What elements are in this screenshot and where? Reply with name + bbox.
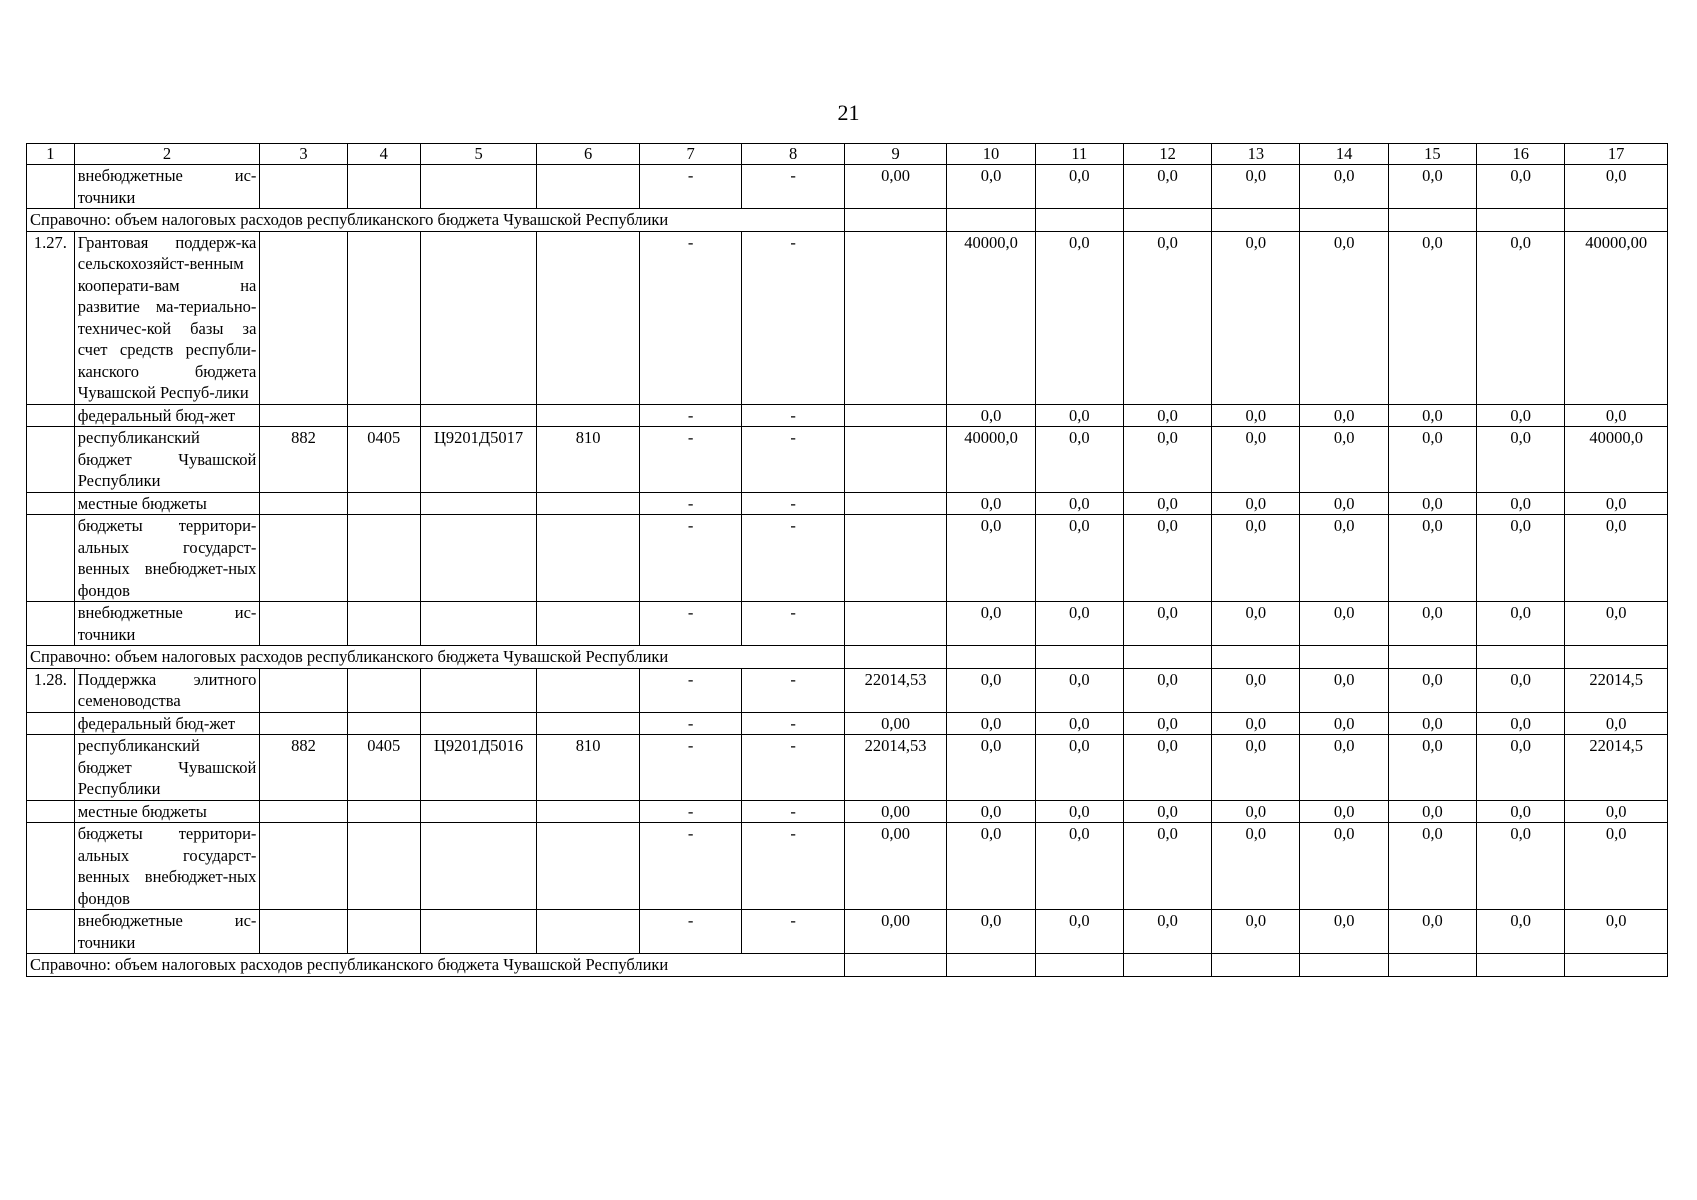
header-cell-6: 6 [537, 144, 639, 165]
col-13: 0,0 [1212, 712, 1300, 735]
col-11 [1035, 209, 1123, 232]
col-7: - [639, 800, 741, 823]
col-12 [1123, 954, 1211, 977]
header-cell-17: 17 [1565, 144, 1668, 165]
header-cell-11: 11 [1035, 144, 1123, 165]
col-16 [1477, 646, 1565, 669]
table-row [27, 823, 1668, 910]
col-15: 0,0 [1388, 492, 1476, 515]
col-6 [537, 712, 639, 735]
col-14: 0,0 [1300, 404, 1388, 427]
row-name: местные бюджеты [74, 800, 260, 823]
col-17 [1565, 646, 1668, 669]
col-7: - [639, 712, 741, 735]
col-12: 0,0 [1123, 165, 1211, 209]
col-17: 0,0 [1565, 492, 1668, 515]
col-9: 0,00 [844, 910, 946, 954]
col-6 [537, 231, 639, 404]
header-cell-5: 5 [420, 144, 537, 165]
col-15: 0,0 [1388, 515, 1476, 602]
row-id [27, 165, 75, 209]
col-5 [420, 823, 537, 910]
col-17: 0,0 [1565, 712, 1668, 735]
col-4 [347, 404, 420, 427]
col-13: 0,0 [1212, 823, 1300, 910]
col-8: - [742, 910, 844, 954]
col-15: 0,0 [1388, 404, 1476, 427]
col-9: 0,00 [844, 712, 946, 735]
col-14: 0,0 [1300, 800, 1388, 823]
col-8: - [742, 668, 844, 712]
col-9: 22014,53 [844, 735, 946, 801]
col-10: 40000,0 [947, 231, 1035, 404]
row-id [27, 515, 75, 602]
col-12: 0,0 [1123, 823, 1211, 910]
col-16: 0,0 [1477, 823, 1565, 910]
col-15: 0,0 [1388, 165, 1476, 209]
col-10: 0,0 [947, 735, 1035, 801]
col-4 [347, 910, 420, 954]
row-id [27, 712, 75, 735]
col-7: - [639, 735, 741, 801]
row-id [27, 427, 75, 493]
col-12: 0,0 [1123, 800, 1211, 823]
col-11: 0,0 [1035, 165, 1123, 209]
col-9: 22014,53 [844, 668, 946, 712]
col-17: 0,0 [1565, 823, 1668, 910]
col-5 [420, 404, 537, 427]
col-9 [844, 515, 946, 602]
col-16: 0,0 [1477, 515, 1565, 602]
col-9: 0,00 [844, 800, 946, 823]
col-13: 0,0 [1212, 165, 1300, 209]
col-12: 0,0 [1123, 492, 1211, 515]
row-id [27, 800, 75, 823]
col-9 [844, 404, 946, 427]
header-cell-8: 8 [742, 144, 844, 165]
col-10: 0,0 [947, 515, 1035, 602]
row-id [27, 602, 75, 646]
row-name: федеральный бюд-​жет [74, 404, 260, 427]
row-id: 1.28. [27, 668, 75, 712]
col-7: - [639, 910, 741, 954]
col-17: 0,0 [1565, 404, 1668, 427]
col-5 [420, 668, 537, 712]
table-row [27, 427, 1668, 493]
col-13: 0,0 [1212, 404, 1300, 427]
col-14: 0,0 [1300, 910, 1388, 954]
row-id [27, 404, 75, 427]
col-3 [260, 712, 347, 735]
col-10: 0,0 [947, 823, 1035, 910]
col-13: 0,0 [1212, 602, 1300, 646]
col-13: 0,0 [1212, 668, 1300, 712]
col-7: - [639, 427, 741, 493]
col-16: 0,0 [1477, 427, 1565, 493]
col-4 [347, 823, 420, 910]
col-17: 0,0 [1565, 515, 1668, 602]
col-15: 0,0 [1388, 602, 1476, 646]
col-15: 0,0 [1388, 910, 1476, 954]
col-11: 0,0 [1035, 823, 1123, 910]
col-17: 0,0 [1565, 165, 1668, 209]
col-7: - [639, 823, 741, 910]
col-16 [1477, 954, 1565, 977]
col-8: - [742, 492, 844, 515]
col-5 [420, 800, 537, 823]
col-3: 882 [260, 427, 347, 493]
col-13: 0,0 [1212, 910, 1300, 954]
header-cell-1: 1 [27, 144, 75, 165]
col-14 [1300, 209, 1388, 232]
col-14: 0,0 [1300, 668, 1388, 712]
col-3 [260, 910, 347, 954]
col-10: 40000,0 [947, 427, 1035, 493]
header-cell-14: 14 [1300, 144, 1388, 165]
col-14: 0,0 [1300, 823, 1388, 910]
col-16 [1477, 209, 1565, 232]
col-9: 0,00 [844, 165, 946, 209]
col-7: - [639, 668, 741, 712]
reference-text: Справочно: объем налоговых расходов республиканского бюджета Чувашской Республики [27, 646, 845, 669]
col-4 [347, 800, 420, 823]
col-4 [347, 602, 420, 646]
budget-table [26, 143, 1668, 977]
col-14: 0,0 [1300, 231, 1388, 404]
col-13 [1212, 646, 1300, 669]
row-name: бюджеты территори-​альных государст-​венных внебюджет-​ных фондов [74, 823, 260, 910]
col-10: 0,0 [947, 404, 1035, 427]
col-12: 0,0 [1123, 735, 1211, 801]
col-3 [260, 800, 347, 823]
reference-row [27, 209, 1668, 232]
col-4 [347, 231, 420, 404]
col-17 [1565, 954, 1668, 977]
col-10: 0,0 [947, 800, 1035, 823]
col-12: 0,0 [1123, 404, 1211, 427]
col-12: 0,0 [1123, 910, 1211, 954]
col-15: 0,0 [1388, 668, 1476, 712]
col-7: - [639, 515, 741, 602]
col-8: - [742, 602, 844, 646]
col-7: - [639, 602, 741, 646]
table-row [27, 515, 1668, 602]
col-11: 0,0 [1035, 712, 1123, 735]
col-3 [260, 404, 347, 427]
col-15: 0,0 [1388, 823, 1476, 910]
col-8: - [742, 823, 844, 910]
reference-text: Справочно: объем налоговых расходов республиканского бюджета Чувашской Республики [27, 954, 845, 977]
col-15: 0,0 [1388, 231, 1476, 404]
col-17: 0,0 [1565, 910, 1668, 954]
col-9 [844, 646, 946, 669]
col-11: 0,0 [1035, 910, 1123, 954]
col-12: 0,0 [1123, 668, 1211, 712]
col-10 [947, 209, 1035, 232]
col-9 [844, 492, 946, 515]
header-cell-7: 7 [639, 144, 741, 165]
col-10 [947, 646, 1035, 669]
row-name: местные бюджеты [74, 492, 260, 515]
col-15: 0,0 [1388, 800, 1476, 823]
col-3 [260, 515, 347, 602]
col-14: 0,0 [1300, 492, 1388, 515]
col-15: 0,0 [1388, 712, 1476, 735]
col-16: 0,0 [1477, 602, 1565, 646]
table-row [27, 712, 1668, 735]
row-name: Поддержка элитного семеноводства [74, 668, 260, 712]
col-16: 0,0 [1477, 668, 1565, 712]
col-4: 0405 [347, 735, 420, 801]
row-id [27, 823, 75, 910]
col-17: 40000,0 [1565, 427, 1668, 493]
col-13: 0,0 [1212, 800, 1300, 823]
col-11: 0,0 [1035, 404, 1123, 427]
col-6 [537, 800, 639, 823]
page-number: 21 [837, 100, 860, 125]
row-id [27, 910, 75, 954]
col-8: - [742, 404, 844, 427]
col-6 [537, 668, 639, 712]
col-17: 40000,00 [1565, 231, 1668, 404]
col-13: 0,0 [1212, 735, 1300, 801]
table-row [27, 231, 1668, 404]
col-15 [1388, 209, 1476, 232]
col-17: 22014,5 [1565, 735, 1668, 801]
header-cell-9: 9 [844, 144, 946, 165]
col-5 [420, 712, 537, 735]
col-13: 0,0 [1212, 427, 1300, 493]
col-5: Ц9201Д5017 [420, 427, 537, 493]
col-16: 0,0 [1477, 712, 1565, 735]
col-16: 0,0 [1477, 231, 1565, 404]
col-3 [260, 602, 347, 646]
col-14: 0,0 [1300, 427, 1388, 493]
col-6 [537, 492, 639, 515]
table-row [27, 165, 1668, 209]
col-5 [420, 910, 537, 954]
col-12 [1123, 646, 1211, 669]
row-name: внебюджетные ис-​точники [74, 910, 260, 954]
col-14 [1300, 954, 1388, 977]
col-13: 0,0 [1212, 492, 1300, 515]
col-4 [347, 515, 420, 602]
col-17: 0,0 [1565, 800, 1668, 823]
col-12: 0,0 [1123, 602, 1211, 646]
col-16: 0,0 [1477, 404, 1565, 427]
col-8: - [742, 712, 844, 735]
col-3 [260, 823, 347, 910]
row-name: республиканский бюджет Чувашской Республики [74, 427, 260, 493]
col-11: 0,0 [1035, 492, 1123, 515]
col-7: - [639, 165, 741, 209]
col-3 [260, 492, 347, 515]
col-16: 0,0 [1477, 165, 1565, 209]
header-row [27, 144, 1668, 165]
table-row [27, 602, 1668, 646]
row-id: 1.27. [27, 231, 75, 404]
col-5 [420, 602, 537, 646]
col-6 [537, 515, 639, 602]
col-8: - [742, 515, 844, 602]
row-id [27, 492, 75, 515]
col-4 [347, 492, 420, 515]
col-16: 0,0 [1477, 800, 1565, 823]
col-11: 0,0 [1035, 515, 1123, 602]
col-8: - [742, 800, 844, 823]
col-9 [844, 602, 946, 646]
col-11: 0,0 [1035, 427, 1123, 493]
col-10: 0,0 [947, 165, 1035, 209]
col-10: 0,0 [947, 602, 1035, 646]
col-6 [537, 165, 639, 209]
col-10: 0,0 [947, 910, 1035, 954]
row-name: внебюджетные ис-​точники [74, 165, 260, 209]
table-row [27, 492, 1668, 515]
col-7: - [639, 492, 741, 515]
col-5 [420, 492, 537, 515]
reference-text: Справочно: объем налоговых расходов республиканского бюджета Чувашской Республики [27, 209, 845, 232]
col-9 [844, 231, 946, 404]
col-7: - [639, 404, 741, 427]
col-6: 810 [537, 735, 639, 801]
row-name: бюджеты территори-​альных государст-​венных внебюджет-​ных фондов [74, 515, 260, 602]
col-6 [537, 404, 639, 427]
reference-row [27, 646, 1668, 669]
col-14: 0,0 [1300, 712, 1388, 735]
header-cell-10: 10 [947, 144, 1035, 165]
col-14: 0,0 [1300, 602, 1388, 646]
col-3: 882 [260, 735, 347, 801]
col-13 [1212, 209, 1300, 232]
col-10 [947, 954, 1035, 977]
col-12: 0,0 [1123, 231, 1211, 404]
col-6: 810 [537, 427, 639, 493]
col-5 [420, 231, 537, 404]
col-6 [537, 910, 639, 954]
col-11: 0,0 [1035, 602, 1123, 646]
col-11: 0,0 [1035, 800, 1123, 823]
header-cell-12: 12 [1123, 144, 1211, 165]
col-14: 0,0 [1300, 165, 1388, 209]
col-14: 0,0 [1300, 735, 1388, 801]
col-11 [1035, 954, 1123, 977]
col-14 [1300, 646, 1388, 669]
col-10: 0,0 [947, 712, 1035, 735]
col-16: 0,0 [1477, 492, 1565, 515]
col-12 [1123, 209, 1211, 232]
col-14: 0,0 [1300, 515, 1388, 602]
header-cell-3: 3 [260, 144, 347, 165]
col-11 [1035, 646, 1123, 669]
row-name: федеральный бюд-​жет [74, 712, 260, 735]
col-4 [347, 668, 420, 712]
col-11: 0,0 [1035, 735, 1123, 801]
table-row [27, 668, 1668, 712]
col-5 [420, 165, 537, 209]
col-12: 0,0 [1123, 712, 1211, 735]
col-16: 0,0 [1477, 910, 1565, 954]
col-13: 0,0 [1212, 231, 1300, 404]
table-body [27, 144, 1668, 977]
col-8: - [742, 231, 844, 404]
row-name: Грантовая поддерж-​ка сельскохозяйст-​венным кооперати-​вам на развитие ма-​териально-​техничес-​кой базы за счет средств республи-​канского бюджета Чувашской Респуб-​лики [74, 231, 260, 404]
col-3 [260, 165, 347, 209]
header-cell-16: 16 [1477, 144, 1565, 165]
col-17: 0,0 [1565, 602, 1668, 646]
table-row [27, 735, 1668, 801]
col-6 [537, 602, 639, 646]
col-15: 0,0 [1388, 427, 1476, 493]
col-8: - [742, 165, 844, 209]
col-6 [537, 823, 639, 910]
col-11: 0,0 [1035, 231, 1123, 404]
header-cell-15: 15 [1388, 144, 1476, 165]
col-3 [260, 668, 347, 712]
col-17: 22014,5 [1565, 668, 1668, 712]
col-4: 0405 [347, 427, 420, 493]
col-15 [1388, 954, 1476, 977]
row-id [27, 735, 75, 801]
table-row [27, 404, 1668, 427]
col-15 [1388, 646, 1476, 669]
col-15: 0,0 [1388, 735, 1476, 801]
col-12: 0,0 [1123, 427, 1211, 493]
header-cell-13: 13 [1212, 144, 1300, 165]
table-row [27, 910, 1668, 954]
col-10: 0,0 [947, 492, 1035, 515]
col-9 [844, 954, 946, 977]
col-4 [347, 712, 420, 735]
col-13 [1212, 954, 1300, 977]
col-7: - [639, 231, 741, 404]
col-12: 0,0 [1123, 515, 1211, 602]
col-9: 0,00 [844, 823, 946, 910]
col-10: 0,0 [947, 668, 1035, 712]
row-name: республиканский бюджет Чувашской Республики [74, 735, 260, 801]
col-8: - [742, 735, 844, 801]
col-16: 0,0 [1477, 735, 1565, 801]
col-8: - [742, 427, 844, 493]
col-11: 0,0 [1035, 668, 1123, 712]
header-cell-4: 4 [347, 144, 420, 165]
row-name: внебюджетные ис-​точники [74, 602, 260, 646]
col-5 [420, 515, 537, 602]
col-9 [844, 209, 946, 232]
col-5: Ц9201Д5016 [420, 735, 537, 801]
col-13: 0,0 [1212, 515, 1300, 602]
col-3 [260, 231, 347, 404]
col-4 [347, 165, 420, 209]
table-row [27, 800, 1668, 823]
col-17 [1565, 209, 1668, 232]
col-9 [844, 427, 946, 493]
reference-row [27, 954, 1668, 977]
header-cell-2: 2 [74, 144, 260, 165]
